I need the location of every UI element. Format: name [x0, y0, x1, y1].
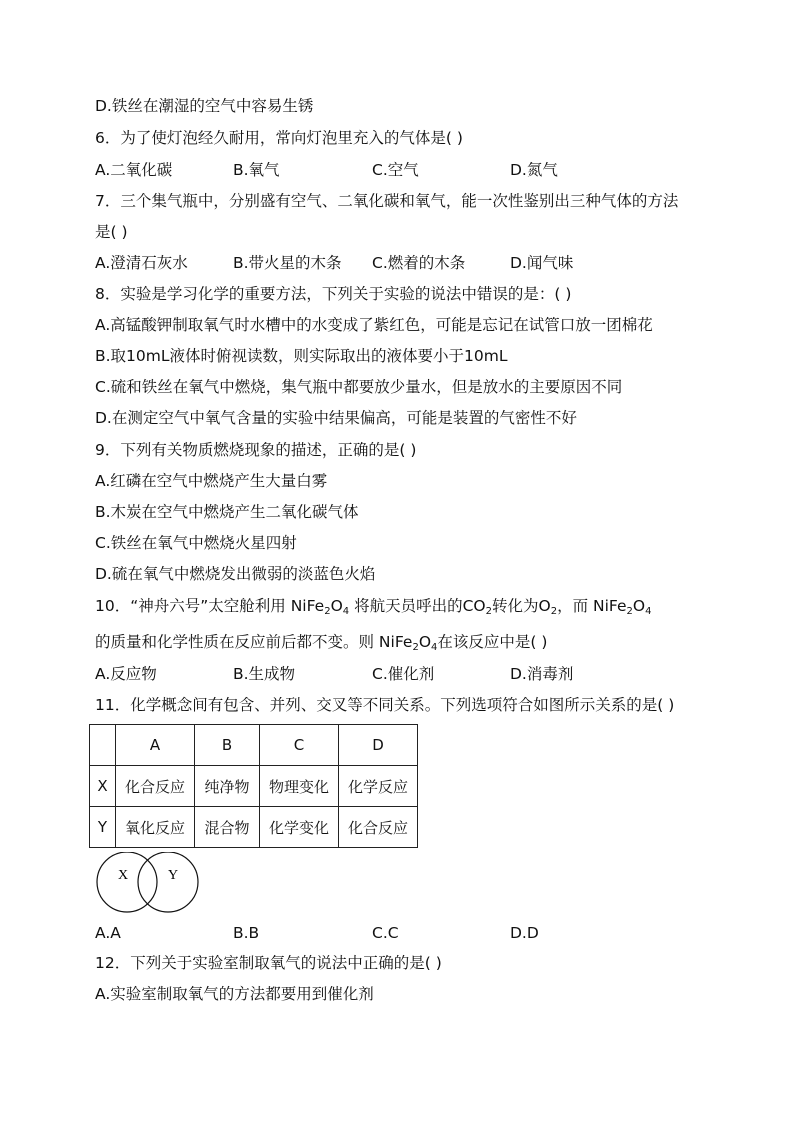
concept-table — [89, 724, 418, 848]
table-header-row — [90, 725, 418, 766]
venn-diagram — [95, 852, 205, 916]
q11-option-b: B.B — [233, 924, 260, 942]
table-cell: 氧化反应 — [116, 807, 195, 848]
question-10-line-1: 10．“神舟六号”太空舱利用 $NiFe_2O_4$ 将航天员呼出的$CO_2$转化为$O_2$，而 $NiFe_2O_4$ — [95, 597, 652, 617]
question-9: 9．下列有关物质燃烧现象的描述，正确的是( ) — [95, 441, 417, 459]
q10-option-b: B.生成物 — [233, 665, 296, 683]
question-6: 6．为了使灯泡经久耐用，常向灯泡里充入的气体是( ) — [95, 129, 463, 147]
table-cell: 纯净物 — [195, 766, 260, 807]
table-cell: 化学反应 — [339, 766, 418, 807]
venn-label-y: Y — [168, 868, 179, 883]
q6-option-d: D.氮气 — [510, 161, 558, 179]
q6-option-c: C.空气 — [372, 161, 419, 179]
q8-option-b: B.取10mL液体时俯视读数，则实际取出的液体要小于10mL — [95, 347, 508, 365]
table-row — [90, 807, 418, 848]
q11-option-c: C.C — [372, 924, 399, 942]
q7-option-d: D.闻气味 — [510, 254, 574, 272]
q10-option-d: D.消毒剂 — [510, 665, 574, 683]
q12-option-a: A.实验室制取氧气的方法都要用到催化剂 — [95, 985, 374, 1003]
q9-option-c: C.铁丝在氧气中燃烧火星四射 — [95, 534, 297, 552]
q7-option-c: C.燃着的木条 — [372, 254, 466, 272]
table-header-cell: C — [260, 725, 339, 766]
q6-option-b: B.氧气 — [233, 161, 280, 179]
table-cell: X — [90, 766, 116, 807]
table-header-cell — [90, 725, 116, 766]
question-10-line-2: 的质量和化学性质在反应前后都不变。则 $NiFe_2O_4$在该反应中是( ) — [95, 633, 548, 653]
q9-option-b: B.木炭在空气中燃烧产生二氧化碳气体 — [95, 503, 359, 521]
table-cell: 物理变化 — [260, 766, 339, 807]
table-header-cell: D — [339, 725, 418, 766]
q5-option-d: D.铁丝在潮湿的空气中容易生锈 — [95, 97, 314, 115]
q8-option-a: A.高锰酸钾制取氧气时水槽中的水变成了紫红色，可能是忘记在试管口放一团棉花 — [95, 316, 653, 334]
q6-option-a: A.二氧化碳 — [95, 161, 173, 179]
venn-label-x: X — [118, 868, 129, 883]
q11-option-a: A.A — [95, 924, 121, 942]
q8-option-d: D.在测定空气中氧气含量的实验中结果偏高，可能是装置的气密性不好 — [95, 409, 577, 427]
question-7-line-2: 是( ) — [95, 223, 128, 241]
question-7-line-1: 7．三个集气瓶中，分别盛有空气、二氧化碳和氧气，能一次性鉴别出三种气体的方法 — [95, 192, 679, 210]
q7-option-a: A.澄清石灰水 — [95, 254, 188, 272]
table-cell: Y — [90, 807, 116, 848]
table-cell: 化合反应 — [116, 766, 195, 807]
question-12: 12．下列关于实验室制取氧气的说法中正确的是( ) — [95, 954, 442, 972]
q7-option-b: B.带火星的木条 — [233, 254, 342, 272]
question-8: 8．实验是学习化学的重要方法，下列关于实验的说法中错误的是：( ) — [95, 285, 572, 303]
table-cell: 化合反应 — [339, 807, 418, 848]
table-header-cell: A — [116, 725, 195, 766]
q9-option-d: D.硫在氧气中燃烧发出微弱的淡蓝色火焰 — [95, 565, 376, 583]
q9-option-a: A.红磷在空气中燃烧产生大量白雾 — [95, 472, 328, 490]
table-header-cell: B — [195, 725, 260, 766]
q11-option-d: D.D — [510, 924, 539, 942]
table-cell: 混合物 — [195, 807, 260, 848]
question-11: 11．化学概念间有包含、并列、交叉等不同关系。下列选项符合如图所示关系的是( ) — [95, 696, 675, 714]
table-row — [90, 766, 418, 807]
table-cell: 化学变化 — [260, 807, 339, 848]
q8-option-c: C.硫和铁丝在氧气中燃烧，集气瓶中都要放少量水，但是放水的主要原因不同 — [95, 378, 623, 396]
q10-option-a: A.反应物 — [95, 665, 157, 683]
q10-option-c: C.催化剂 — [372, 665, 435, 683]
